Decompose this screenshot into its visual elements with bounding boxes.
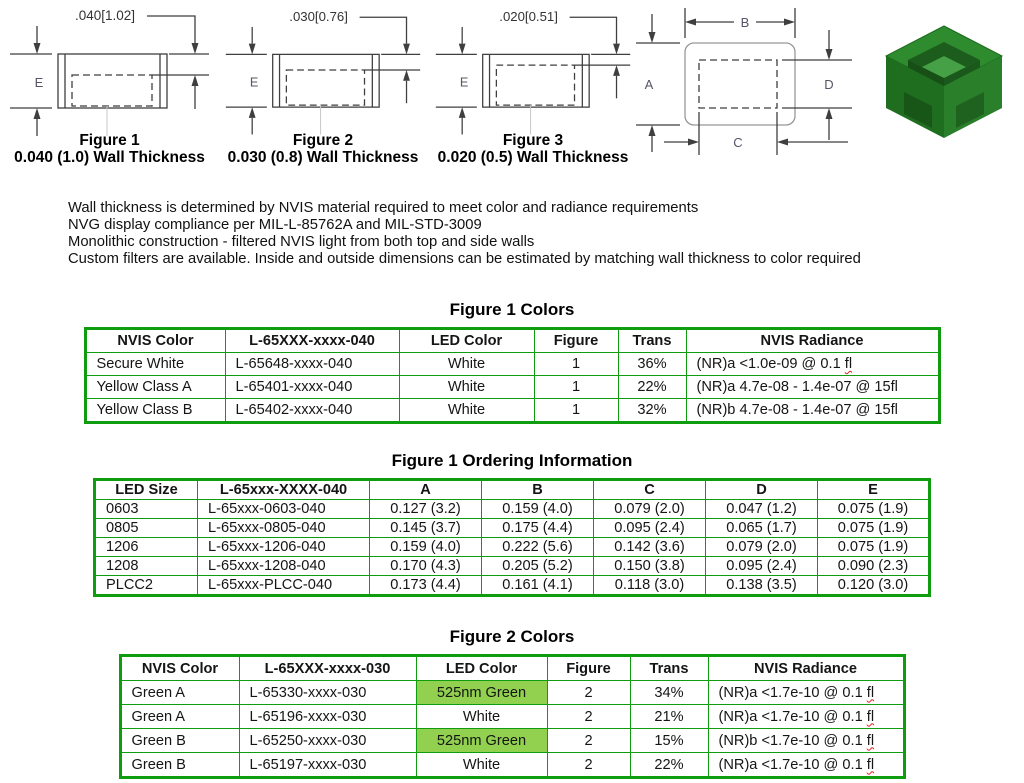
column-header: Figure: [534, 329, 618, 353]
table-cell: White: [399, 353, 534, 376]
table-row: [120, 729, 904, 753]
figure-2-drawing: [218, 0, 428, 140]
table-row: [95, 538, 930, 557]
figure-1-block: [2, 0, 217, 166]
top-view-drawing: [622, 0, 862, 160]
table-cell: Green A: [120, 681, 239, 705]
table-cell: 0.095 (2.4): [594, 519, 706, 538]
figure-3-subcaption: 0.020 (0.5) Wall Thickness: [437, 148, 629, 166]
table-cell: 0.047 (1.2): [706, 500, 818, 519]
table-cell: L-65648-xxxx-040: [225, 353, 399, 376]
figure-3-caption: Figure 3: [502, 132, 564, 149]
figure-1-colors-table: [84, 327, 941, 424]
figure-3-dimension-label: .020[0.51]: [499, 9, 558, 25]
spellcheck-flagged-text: fl: [866, 708, 875, 725]
table-cell: 0.079 (2.0): [594, 500, 706, 519]
table-cell: Green B: [120, 753, 239, 778]
table-cell: L-65196-xxxx-030: [239, 705, 416, 729]
table-cell: 22%: [618, 376, 686, 399]
figure-2-block: [218, 0, 428, 166]
table-cell: L-65xxx-PLCC-040: [198, 576, 370, 596]
table-cell: 0.170 (4.3): [370, 557, 482, 576]
table-cell: 0.222 (5.6): [482, 538, 594, 557]
table-row: [120, 681, 904, 705]
figure-2-dimension-label: .030[0.76]: [289, 9, 348, 25]
figure-3-block: [428, 0, 638, 166]
note-line: Custom filters are available. Inside and outside dimensions can be estimated by matching wall thickness to color required: [68, 251, 861, 267]
figure-3-drawing: [428, 0, 638, 140]
table-cell: 0805: [95, 519, 198, 538]
table-row: [85, 399, 939, 423]
table-cell: 0.173 (4.4): [370, 576, 482, 596]
table-cell: 0.095 (2.4): [706, 557, 818, 576]
table-cell: (NR)b <1.7e-10 @ 0.1 fl: [708, 729, 904, 753]
column-header: LED Color: [416, 656, 547, 681]
column-header: NVIS Radiance: [686, 329, 939, 353]
table-cell: Green B: [120, 729, 239, 753]
table-cell: 2: [547, 681, 630, 705]
table-title-figure-2-colors: Figure 2 Colors: [449, 627, 575, 646]
table-cell: Secure White: [85, 353, 225, 376]
table-row: [85, 376, 939, 399]
table-cell: 1: [534, 376, 618, 399]
column-header: A: [370, 480, 482, 500]
table-cell: 2: [547, 753, 630, 778]
table-cell: 0.090 (2.3): [818, 557, 930, 576]
table-row: [120, 753, 904, 778]
table-cell: White: [416, 705, 547, 729]
table-cell: L-65xxx-1208-040: [198, 557, 370, 576]
top-view-block: [622, 0, 862, 160]
figure-1-drawing: [2, 0, 217, 140]
nvis-filter-3d-render: [874, 16, 1014, 151]
table-cell: White: [416, 753, 547, 778]
table-row: [85, 353, 939, 376]
table-cell: 22%: [630, 753, 708, 778]
table-cell: 0.205 (5.2): [482, 557, 594, 576]
table-cell: White: [399, 376, 534, 399]
column-header: LED Size: [95, 480, 198, 500]
table-cell: (NR)b 4.7e-08 - 1.4e-07 @ 15fl: [686, 399, 939, 423]
column-header: NVIS Color: [85, 329, 225, 353]
column-header: Figure: [547, 656, 630, 681]
table-cell: 0.159 (4.0): [370, 538, 482, 557]
table-cell: 0.142 (3.6): [594, 538, 706, 557]
table-cell: L-65xxx-0805-040: [198, 519, 370, 538]
table-cell: 0.145 (3.7): [370, 519, 482, 538]
top-view-b-label: B: [740, 15, 750, 30]
figures-row: [0, 0, 1024, 172]
table-title-figure-1-ordering-information: Figure 1 Ordering Information: [391, 451, 633, 470]
table-cell: 2: [547, 705, 630, 729]
note-line: Monolithic construction - filtered NVIS light from both top and side walls: [68, 234, 535, 250]
figure-2-subcaption: 0.030 (0.8) Wall Thickness: [227, 148, 419, 166]
table-cell: 0.120 (3.0): [818, 576, 930, 596]
table-cell: White: [399, 399, 534, 423]
figure-2-colors-table: [119, 654, 906, 779]
table-cell: (NR)a 4.7e-08 - 1.4e-07 @ 15fl: [686, 376, 939, 399]
figure-2-e-label: E: [249, 75, 259, 90]
table-cell: (NR)a <1.7e-10 @ 0.1 fl: [708, 705, 904, 729]
column-header: C: [594, 480, 706, 500]
table-cell: 0.175 (4.4): [482, 519, 594, 538]
table-cell: L-65197-xxxx-030: [239, 753, 416, 778]
table-cell: 34%: [630, 681, 708, 705]
figure-1-subcaption: 0.040 (1.0) Wall Thickness: [14, 148, 205, 166]
table-cell: 0.150 (3.8): [594, 557, 706, 576]
figure-1-e-label: E: [34, 75, 44, 90]
spellcheck-flagged-text: fl: [844, 356, 853, 372]
figure-2-caption: Figure 2: [292, 132, 354, 149]
table-cell: PLCC2: [95, 576, 198, 596]
note-line: Wall thickness is determined by NVIS material required to meet color and radiance requirements: [68, 200, 699, 216]
table-cell: 0.075 (1.9): [818, 519, 930, 538]
table-cell: L-65401-xxxx-040: [225, 376, 399, 399]
table-cell: Yellow Class A: [85, 376, 225, 399]
figure-1-caption: Figure 1: [79, 132, 140, 149]
table-cell: 525nm Green: [416, 729, 547, 753]
top-view-a-label: A: [644, 77, 654, 92]
spellcheck-flagged-text: fl: [866, 684, 875, 701]
table-row: [95, 519, 930, 538]
table-cell: 0.138 (3.5): [706, 576, 818, 596]
table-cell: 21%: [630, 705, 708, 729]
table-cell: 1: [534, 353, 618, 376]
column-header: L-65XXX-xxxx-040: [225, 329, 399, 353]
figure-1-ordering-table: [93, 478, 931, 597]
figure-3-e-label: E: [459, 75, 469, 90]
column-header: Trans: [618, 329, 686, 353]
notes-block: [68, 200, 1024, 268]
note-line: NVG display compliance per MIL-L-85762A and MIL-STD-3009: [68, 217, 482, 233]
table-cell: L-65xxx-0603-040: [198, 500, 370, 519]
column-header: B: [482, 480, 594, 500]
column-header: L-65XXX-xxxx-030: [239, 656, 416, 681]
header-row: [95, 480, 930, 500]
table-row: [95, 576, 930, 596]
table-cell: 0.065 (1.7): [706, 519, 818, 538]
column-header: E: [818, 480, 930, 500]
spellcheck-flagged-text: fl: [866, 732, 875, 749]
table-row: [95, 557, 930, 576]
table-cell: Yellow Class B: [85, 399, 225, 423]
header-row: [120, 656, 904, 681]
table-row: [95, 500, 930, 519]
table-row: [120, 705, 904, 729]
header-row: [85, 329, 939, 353]
table-cell: 1206: [95, 538, 198, 557]
table-cell: 1: [534, 399, 618, 423]
table-cell: Green A: [120, 705, 239, 729]
table-cell: 0603: [95, 500, 198, 519]
column-header: NVIS Color: [120, 656, 239, 681]
spellcheck-flagged-text: fl: [866, 756, 875, 773]
table-cell: 0.075 (1.9): [818, 538, 930, 557]
table-cell: L-65330-xxxx-030: [239, 681, 416, 705]
table-title-figure-1-colors: Figure 1 Colors: [449, 300, 575, 319]
top-view-c-label: C: [733, 135, 743, 150]
table-cell: (NR)a <1.7e-10 @ 0.1 fl: [708, 753, 904, 778]
table-cell: L-65402-xxxx-040: [225, 399, 399, 423]
top-view-d-label: D: [824, 77, 834, 92]
column-header: Trans: [630, 656, 708, 681]
table-cell: 0.118 (3.0): [594, 576, 706, 596]
figure-1-dimension-label: .040[1.02]: [74, 8, 136, 23]
filter-render-image: [874, 16, 1014, 151]
column-header: L-65xxx-XXXX-040: [198, 480, 370, 500]
column-header: D: [706, 480, 818, 500]
column-header: LED Color: [399, 329, 534, 353]
table-cell: 0.161 (4.1): [482, 576, 594, 596]
table-cell: (NR)a <1.7e-10 @ 0.1 fl: [708, 681, 904, 705]
table-cell: L-65xxx-1206-040: [198, 538, 370, 557]
table-cell: 0.159 (4.0): [482, 500, 594, 519]
column-header: NVIS Radiance: [708, 656, 904, 681]
table-cell: 15%: [630, 729, 708, 753]
table-cell: 0.079 (2.0): [706, 538, 818, 557]
table-cell: 0.127 (3.2): [370, 500, 482, 519]
table-cell: 32%: [618, 399, 686, 423]
table-cell: 2: [547, 729, 630, 753]
table-cell: (NR)a <1.0e-09 @ 0.1 fl: [686, 353, 939, 376]
table-cell: 525nm Green: [416, 681, 547, 705]
table-cell: 1208: [95, 557, 198, 576]
table-cell: 36%: [618, 353, 686, 376]
table-cell: L-65250-xxxx-030: [239, 729, 416, 753]
table-cell: 0.075 (1.9): [818, 500, 930, 519]
